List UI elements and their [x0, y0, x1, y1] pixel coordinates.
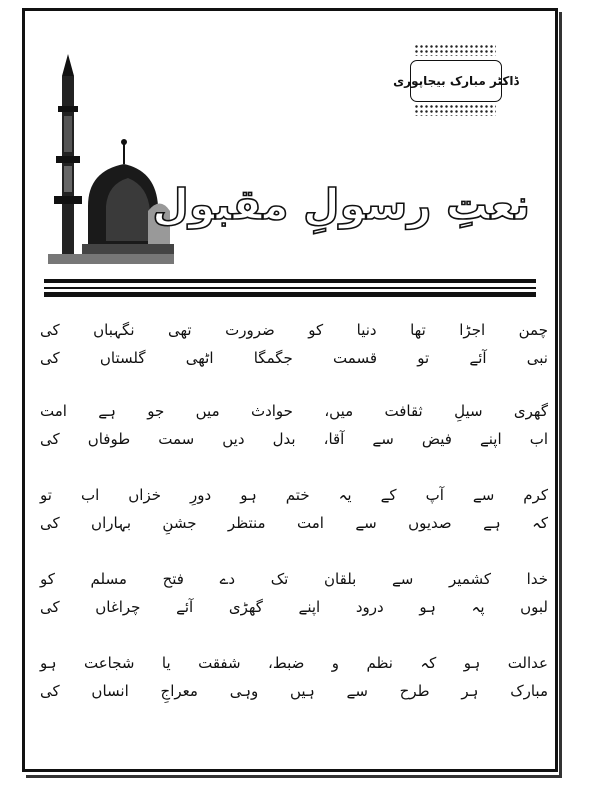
- poem-stanza: [40, 397, 548, 453]
- divider-rule: [44, 279, 536, 283]
- author-label-box: [393, 60, 519, 102]
- ornament-bottom: [414, 104, 496, 116]
- verse-line: کہ ہے صدیوں سے امت منتظر جشنِ بہاراں کی: [40, 514, 548, 532]
- divider-rule-thick: [44, 292, 536, 297]
- verse-line: عدالت ہو کہ نظم و ضبط، شفقت یا شجاعت ہو: [40, 654, 548, 672]
- author-name: ڈاکٹر مبارک بیجاپوری: [393, 74, 519, 88]
- poem-stanza: [40, 565, 548, 621]
- verse-line: کرم سے آپ کے یہ ختم ہو دورِ خزاں اب تو: [40, 486, 548, 504]
- poem-stanza: [40, 649, 548, 705]
- verse-line: خدا کشمیر سے بلقان تک دے فتح مسلم کو: [40, 570, 548, 588]
- poem-stanza: [40, 481, 548, 537]
- poem-stanza: [40, 316, 548, 372]
- verse-line: چمن اجڑا تھا دنیا کو ضرورت تھی نگہباں کی: [40, 321, 548, 339]
- verse-line: مبارک ہر طرح سے ہیں وہی معراجِ انساں کی: [40, 682, 548, 700]
- page-title: نعتِ رسولِ مقبول: [152, 180, 530, 229]
- verse-line: اب اپنے فیض سے آقا، بدل دیں سمت طوفاں کی: [40, 430, 548, 448]
- divider-rule-thin: [44, 287, 536, 289]
- verse-line: نبی آئے تو قسمت جگمگا اٹھی گلستاں کی: [40, 349, 548, 367]
- verse-line: گھری سیلِ ثقافت میں، حوادث میں جو ہے امت: [40, 402, 548, 420]
- ornament-top: [414, 44, 496, 56]
- verse-line: لبوں پہ ہو درود اپنے گھڑی آئے چراغاں کی: [40, 598, 548, 616]
